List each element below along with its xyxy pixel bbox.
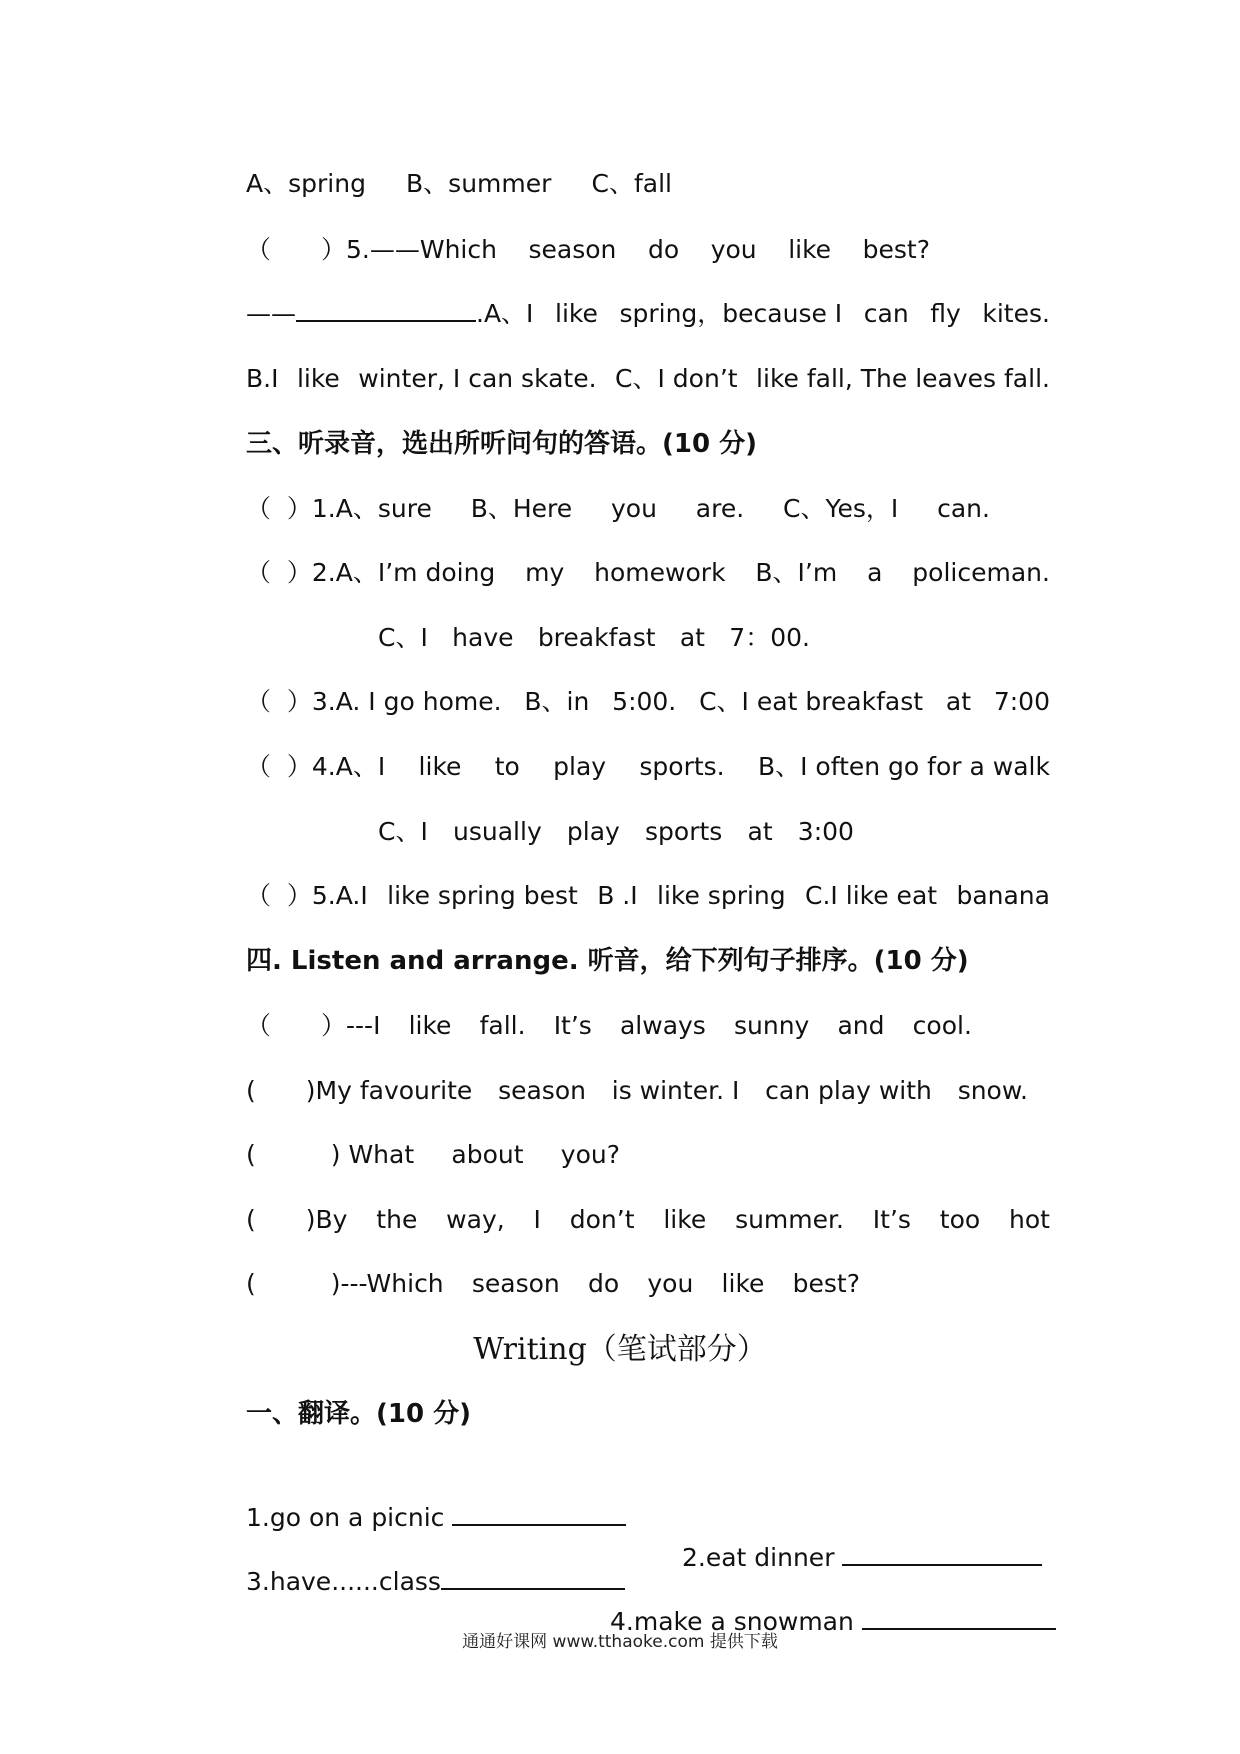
option-a: A、spring xyxy=(246,169,366,198)
section-3-heading: 三、听录音，选出所听问句的答语。(10 分) xyxy=(246,429,757,459)
arrange-sentence-5: ( )---Which season do you like best? xyxy=(246,1269,860,1298)
translation-blank-3 xyxy=(441,1562,625,1590)
writing-section-title: Writing（笔试部分） xyxy=(473,1332,767,1367)
answer-line-5: —— .A、I like spring，because I can fly kites. xyxy=(246,294,1050,334)
arrange-sentence-1: （ ）---I like fall. It’s always sunny and cool. xyxy=(246,1011,972,1040)
listen-question-4: （ ）4.A、I like to play sports. B、I often go for a walk xyxy=(246,752,1050,781)
option-c: C、fall xyxy=(591,169,672,198)
option-b: B、summer xyxy=(406,169,552,198)
translation-row-2: 3.have......class 4.make a snowman xyxy=(246,1522,1050,1562)
arrange-sentence-4: ( )By the way, I don’t like summer. It’s too hot xyxy=(246,1205,1050,1234)
listen-question-1: （ ）1.A、sure B、Here you are. C、Yes，I can. xyxy=(246,494,990,523)
translation-heading: 一、翻译。(10 分) xyxy=(246,1399,471,1429)
arrange-sentence-2: ( )My favourite season is winter. I can play with snow. xyxy=(246,1076,1028,1105)
footer-credit: 通通好课网 www.tthaoke.com 提供下载 xyxy=(462,1632,778,1652)
translation-blank-4 xyxy=(862,1602,1056,1630)
section-4-heading: 四. Listen and arrange. 听音，给下列句子排序。(10 分) xyxy=(246,946,969,976)
listen-question-4-option-c: C、I usually play sports at 3:00 xyxy=(378,817,854,846)
listen-question-3: （ ）3.A. I go home. B、in 5:00. C、I eat breakfast at 7:00 xyxy=(246,687,1050,716)
listen-question-2: （ ）2.A、I’m doing my homework B、I’m a policeman. xyxy=(246,558,1050,587)
translation-row-1: 1.go on a picnic 2.eat dinner xyxy=(246,1458,1050,1498)
listen-question-5: （ ）5.A.I like spring best B .I like spring C.I like eat banana xyxy=(246,881,1050,910)
listen-question-2-option-c: C、I have breakfast at 7：00. xyxy=(378,623,810,652)
options-row xyxy=(246,164,672,204)
answer-blank xyxy=(296,294,476,322)
question-5: （ ）5.——Which season do you like best? xyxy=(246,235,930,264)
answer-options-5: B.I like winter, I can skate. C、I don’t like fall, The leaves fall. xyxy=(246,364,1050,393)
arrange-sentence-3: ( ) What about you? xyxy=(246,1140,620,1169)
